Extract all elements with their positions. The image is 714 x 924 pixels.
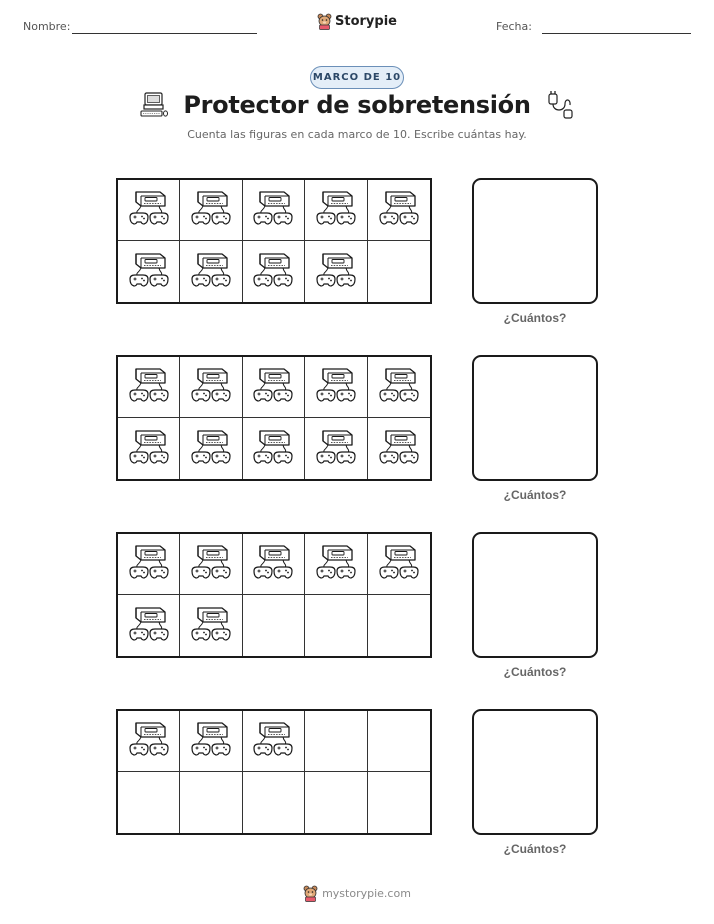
- name-label: Nombre:: [23, 20, 71, 33]
- page-title: Protector de sobretensión: [183, 91, 531, 119]
- frame-cell: [243, 241, 305, 302]
- bear-mascot-icon: [317, 13, 332, 30]
- frame-cell: [243, 357, 305, 418]
- ten-frame-4: [116, 709, 432, 835]
- game-console-icon: [314, 186, 358, 234]
- ten-frame-3: [116, 532, 432, 658]
- date-label: Fecha:: [496, 20, 532, 33]
- frame-cell: [243, 711, 305, 772]
- answer-box-4[interactable]: [472, 709, 598, 835]
- ten-frame-2: [116, 355, 432, 481]
- game-console-icon: [251, 540, 295, 588]
- frame-cell: [180, 180, 242, 241]
- frame-cell: [180, 418, 242, 479]
- brand-logo: [0, 13, 714, 30]
- frame-cell: [368, 241, 430, 302]
- frame-cell: [368, 772, 430, 833]
- game-console-icon: [251, 363, 295, 411]
- frame-cell: [305, 711, 367, 772]
- computer-icon: [139, 91, 169, 119]
- frame-cell: [305, 418, 367, 479]
- game-console-icon: [189, 717, 233, 765]
- instructions: Cuenta las figuras en cada marco de 10. Escribe cuántas hay.: [187, 128, 527, 141]
- frame-cell: [118, 418, 180, 479]
- frame-cell: [305, 595, 367, 656]
- game-console-icon: [127, 363, 171, 411]
- game-console-icon: [189, 602, 233, 650]
- frame-cell: [118, 180, 180, 241]
- footer-url: mystorypie.com: [322, 887, 411, 900]
- brand-name: Storypie: [335, 14, 397, 29]
- game-console-icon: [189, 363, 233, 411]
- frame-cell: [243, 418, 305, 479]
- game-console-icon: [127, 186, 171, 234]
- game-console-icon: [189, 540, 233, 588]
- frame-cell: [368, 180, 430, 241]
- frame-cell: [118, 357, 180, 418]
- game-console-icon: [314, 425, 358, 473]
- frame-cell: [368, 711, 430, 772]
- frame-cell: [243, 595, 305, 656]
- game-console-icon: [314, 363, 358, 411]
- frame-cell: [305, 534, 367, 595]
- frame-cell: [118, 534, 180, 595]
- frame-cell: [118, 711, 180, 772]
- frame-cell: [368, 418, 430, 479]
- date-field[interactable]: [542, 33, 691, 34]
- how-many-label-4: ¿Cuántos?: [503, 842, 567, 856]
- frame-cell: [305, 180, 367, 241]
- game-console-icon: [251, 425, 295, 473]
- game-console-icon: [127, 540, 171, 588]
- frame-cell: [180, 357, 242, 418]
- frame-cell: [118, 241, 180, 302]
- ten-frame-1: [116, 178, 432, 304]
- frame-cell: [118, 772, 180, 833]
- game-console-icon: [377, 363, 421, 411]
- how-many-label-1: ¿Cuántos?: [503, 311, 567, 325]
- game-console-icon: [189, 425, 233, 473]
- frame-cell: [368, 357, 430, 418]
- frame-cell: [180, 534, 242, 595]
- game-console-icon: [127, 602, 171, 650]
- frame-cell: [368, 534, 430, 595]
- frame-cell: [180, 711, 242, 772]
- power-plug-icon: [545, 90, 575, 120]
- game-console-icon: [189, 186, 233, 234]
- frame-cell: [243, 534, 305, 595]
- game-console-icon: [251, 186, 295, 234]
- answer-box-1[interactable]: [472, 178, 598, 304]
- game-console-icon: [314, 248, 358, 296]
- name-field[interactable]: [72, 33, 257, 34]
- game-console-icon: [377, 186, 421, 234]
- frame-cell: [243, 772, 305, 833]
- game-console-icon: [251, 717, 295, 765]
- game-console-icon: [377, 540, 421, 588]
- how-many-label-3: ¿Cuántos?: [503, 665, 567, 679]
- bear-mascot-icon: [303, 885, 318, 902]
- answer-box-2[interactable]: [472, 355, 598, 481]
- how-many-label-2: ¿Cuántos?: [503, 488, 567, 502]
- game-console-icon: [377, 425, 421, 473]
- worksheet-type-badge: MARCO DE 10: [310, 66, 404, 89]
- game-console-icon: [127, 248, 171, 296]
- frame-cell: [305, 241, 367, 302]
- game-console-icon: [127, 717, 171, 765]
- game-console-icon: [251, 248, 295, 296]
- game-console-icon: [127, 425, 171, 473]
- game-console-icon: [189, 248, 233, 296]
- frame-cell: [180, 595, 242, 656]
- frame-cell: [305, 357, 367, 418]
- frame-cell: [118, 595, 180, 656]
- frame-cell: [180, 241, 242, 302]
- frame-cell: [180, 772, 242, 833]
- answer-box-3[interactable]: [472, 532, 598, 658]
- frame-cell: [305, 772, 367, 833]
- game-console-icon: [314, 540, 358, 588]
- frame-cell: [368, 595, 430, 656]
- frame-cell: [243, 180, 305, 241]
